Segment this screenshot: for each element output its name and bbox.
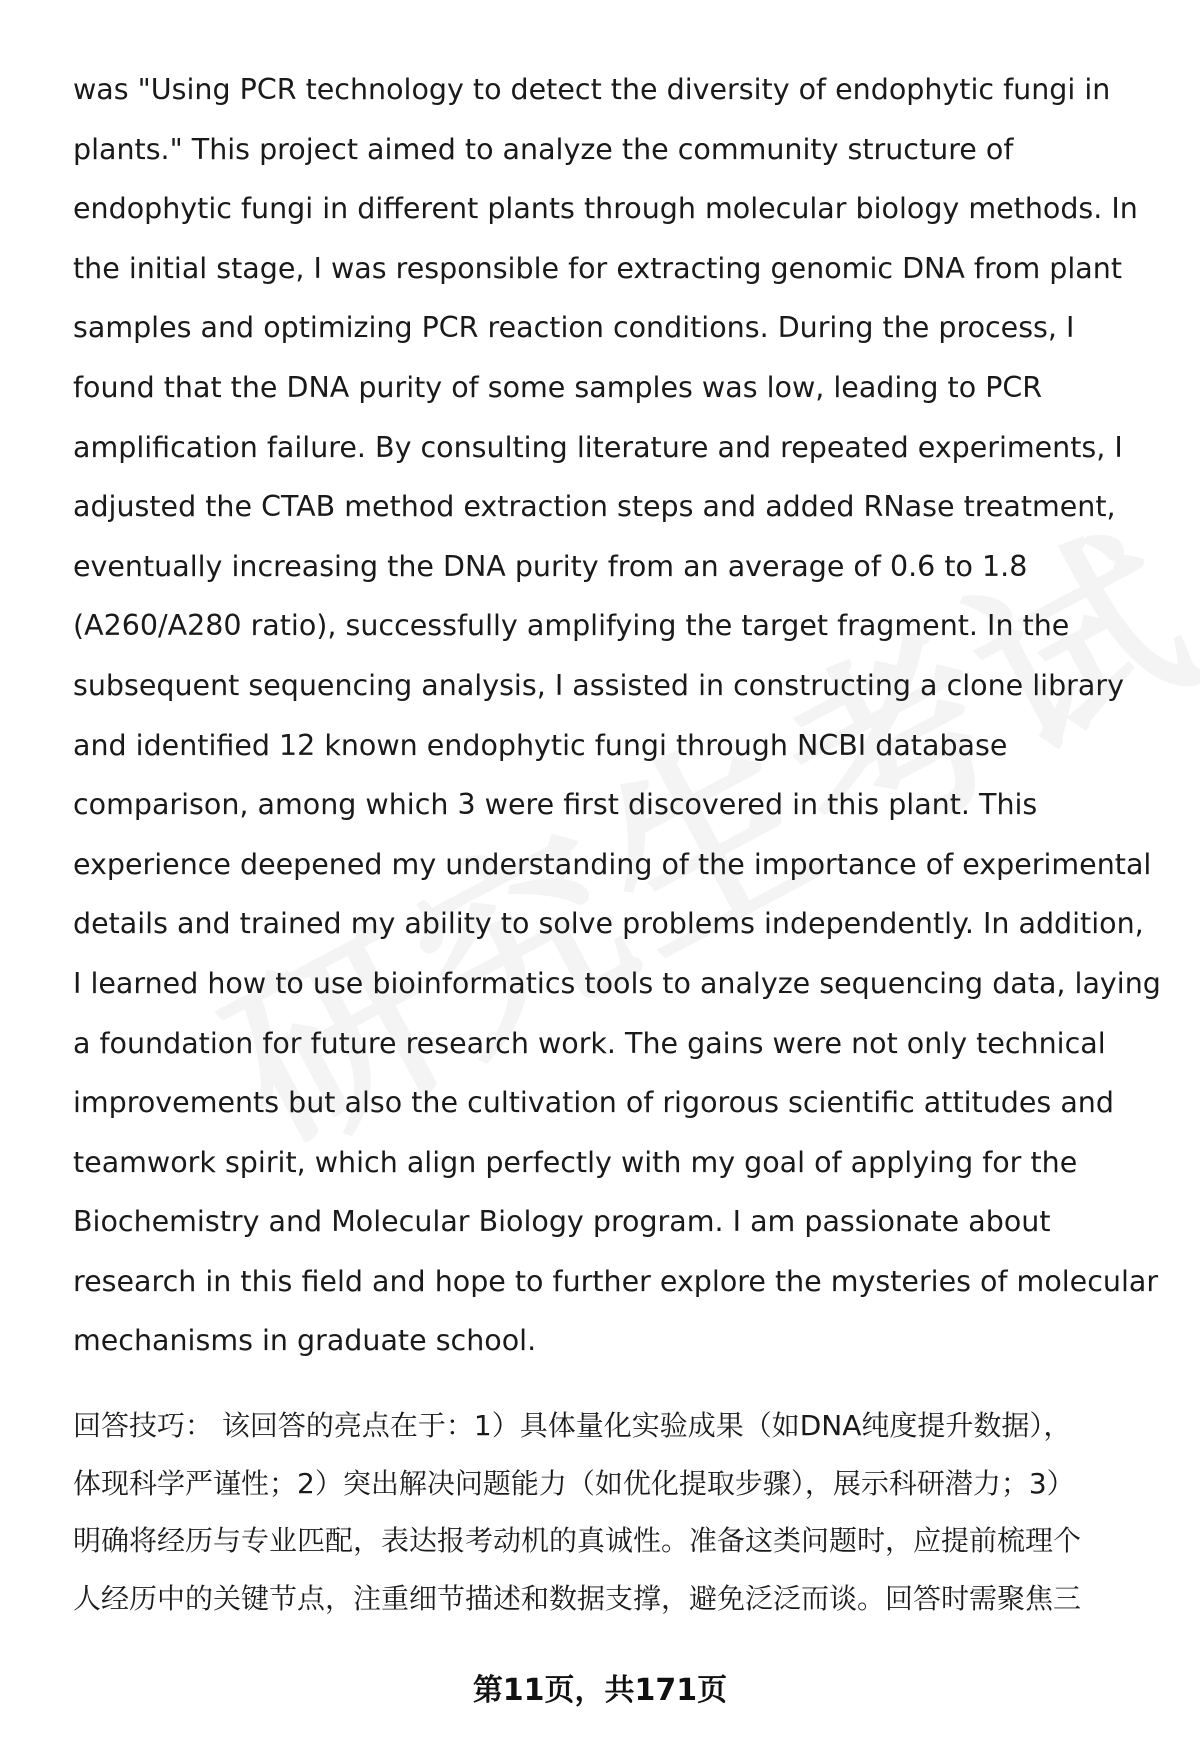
body-line: endophytic fungi in different plants through molecular biology methods. In [73,192,1138,226]
tips-line: 回答技巧： 该回答的亮点在于：1）具体量化实验成果（如DNA纯度提升数据）， [73,1409,1072,1442]
body-line: and identified 12 known endophytic fungi through NCBI database [73,728,1008,762]
body-line: Biochemistry and Molecular Biology program. I am passionate about [73,1205,1051,1239]
tips-line: 体现科学严谨性；2）突出解决问题能力（如优化提取步骤），展示科研潜力；3） [73,1466,1075,1500]
body-line: details and trained my ability to solve problems independently. In addition, [73,907,1144,941]
body-line: teamwork spirit, which align perfectly with my goal of applying for the [73,1145,1078,1179]
body-line: samples and optimizing PCR reaction conditions. During the process, I [73,311,1075,345]
body-line: amplification failure. By consulting literature and repeated experiments, I [73,430,1123,464]
answer-tips [73,1397,1163,1627]
tips-line: 人经历中的关键节点，注重细节描述和数据支撑，避免泛泛而谈。回答时需聚焦三 [73,1581,1082,1615]
body-line: I learned how to use bioinformatics tools to analyze sequencing data, laying [73,966,1161,1000]
body-line: comparison, among which 3 were first discovered in this plant. This [73,788,1038,822]
body-line: plants." This project aimed to analyze the community structure of [73,132,1014,166]
body-line: mechanisms in graduate school. [73,1324,537,1358]
body-line: improvements but also the cultivation of rigorous scientific attitudes and [73,1086,1114,1120]
body-line: adjusted the CTAB method extraction steps and added RNase treatment, [73,490,1116,524]
body-line: research in this field and hope to further explore the mysteries of molecular [73,1264,1159,1298]
body-line: subsequent sequencing analysis, I assisted in constructing a clone library [73,668,1124,702]
body-line: was "Using PCR technology to detect the diversity of endophytic fungi in [73,73,1111,106]
body-line: found that the DNA purity of some samples was low, leading to PCR [73,370,1043,404]
body-text [73,60,1163,1371]
body-line: eventually increasing the DNA purity from an average of 0.6 to 1.8 [73,549,1028,583]
page-number: 第11页，共171页 [472,1673,728,1708]
tips-line: 明确将经历与专业匹配，表达报考动机的真诚性。准备这类问题时，应提前梳理个 [73,1524,1082,1557]
body-line: the initial stage, I was responsible for extracting genomic DNA from plant [73,251,1123,285]
body-line: experience deepened my understanding of the importance of experimental [73,847,1152,881]
body-line: (A260/A280 ratio), successfully amplifying the target fragment. In the [73,609,1070,643]
body-line: a foundation for future research work. The gains were not only technical [73,1026,1106,1060]
